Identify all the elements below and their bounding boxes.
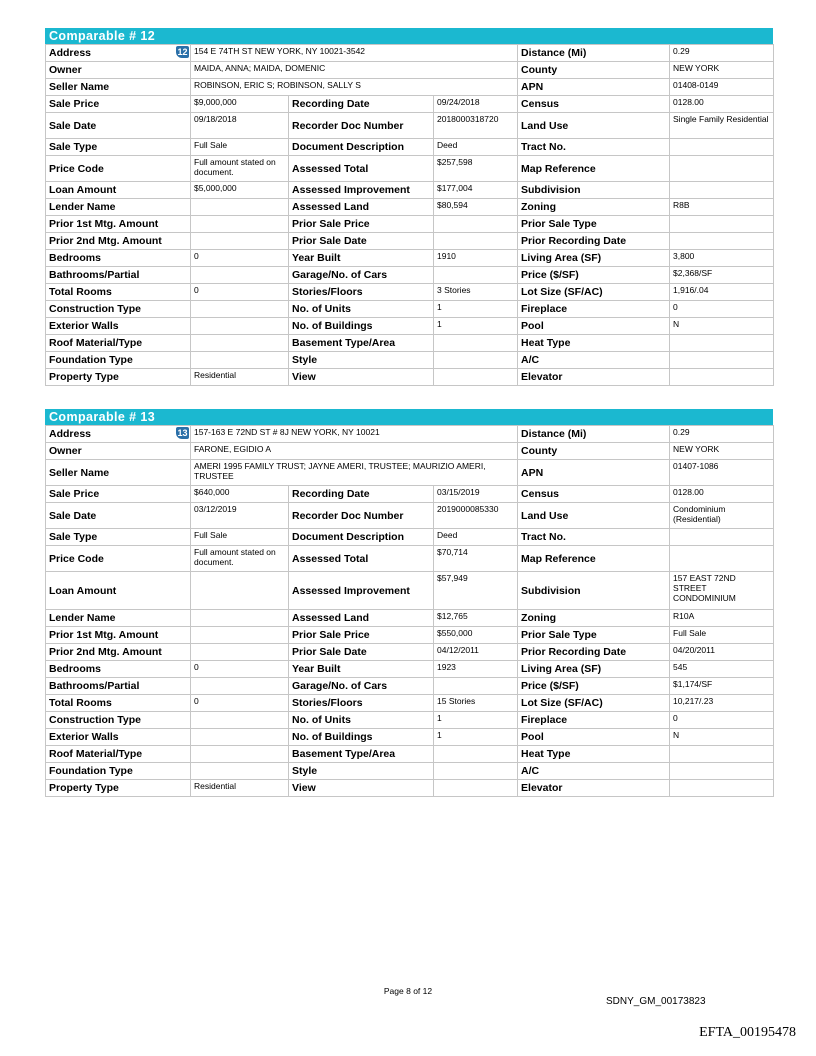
table-row <box>46 546 774 572</box>
field-value: AMERI 1995 FAMILY TRUST; JAYNE AMERI, TRUSTEE; MAURIZIO AMERI, TRUSTEE <box>191 460 518 486</box>
field-value <box>434 352 518 369</box>
field-label-assessed-improvement: Assessed Improvement <box>289 572 434 610</box>
field-value: 03/15/2019 <box>434 486 518 503</box>
field-label-assessed-land: Assessed Land <box>289 610 434 627</box>
field-value: Deed <box>434 529 518 546</box>
field-value <box>434 369 518 386</box>
table-row <box>46 678 774 695</box>
field-label-price-sf: Price ($/SF) <box>518 678 670 695</box>
field-value: R10A <box>670 610 774 627</box>
field-label-census: Census <box>518 486 670 503</box>
field-value: 0128.00 <box>670 486 774 503</box>
field-value: 0 <box>191 250 289 267</box>
field-label-no-of-units: No. of Units <box>289 712 434 729</box>
field-value: 04/12/2011 <box>434 644 518 661</box>
field-label-prior-1st-mtg-amount: Prior 1st Mtg. Amount <box>46 216 191 233</box>
field-value <box>434 780 518 797</box>
field-label-foundation-type: Foundation Type <box>46 352 191 369</box>
field-label-garage-no-of-cars: Garage/No. of Cars <box>289 267 434 284</box>
table-row <box>46 301 774 318</box>
field-value <box>670 529 774 546</box>
table-row <box>46 352 774 369</box>
field-value: 01407-1086 <box>670 460 774 486</box>
field-value: Residential <box>191 369 289 386</box>
field-value: 0 <box>670 712 774 729</box>
table-row <box>46 695 774 712</box>
field-label-prior-recording-date: Prior Recording Date <box>518 233 670 250</box>
field-label-a-c: A/C <box>518 763 670 780</box>
field-label-zoning: Zoning <box>518 610 670 627</box>
field-value <box>191 267 289 284</box>
field-value: 154 E 74TH ST NEW YORK, NY 10021-3542 <box>191 45 518 62</box>
field-value <box>434 267 518 284</box>
field-value <box>434 678 518 695</box>
field-value <box>191 610 289 627</box>
field-label-sale-date: Sale Date <box>46 503 191 529</box>
field-value <box>670 139 774 156</box>
table-row <box>46 45 774 62</box>
field-label-no-of-units: No. of Units <box>289 301 434 318</box>
table-row <box>46 335 774 352</box>
field-value <box>191 216 289 233</box>
field-label-stories-floors: Stories/Floors <box>289 695 434 712</box>
field-value <box>191 572 289 610</box>
field-value: $257,598 <box>434 156 518 182</box>
table-row <box>46 426 774 443</box>
field-label-sale-type: Sale Type <box>46 139 191 156</box>
table-row <box>46 610 774 627</box>
table-row <box>46 627 774 644</box>
table-row <box>46 780 774 797</box>
field-value: 1 <box>434 729 518 746</box>
field-label-view: View <box>289 780 434 797</box>
field-label-apn: APN <box>518 460 670 486</box>
field-value: $2,368/SF <box>670 267 774 284</box>
field-value <box>670 335 774 352</box>
field-label-address <box>46 45 191 62</box>
field-label-heat-type: Heat Type <box>518 335 670 352</box>
field-value <box>191 199 289 216</box>
field-label-construction-type: Construction Type <box>46 301 191 318</box>
field-value: 10,217/.23 <box>670 695 774 712</box>
field-value: 0 <box>191 695 289 712</box>
field-value: 09/18/2018 <box>191 113 289 139</box>
field-value: $80,594 <box>434 199 518 216</box>
field-label-recorder-doc-number: Recorder Doc Number <box>289 113 434 139</box>
field-label-subdivision: Subdivision <box>518 182 670 199</box>
table-row <box>46 572 774 610</box>
field-label-pool: Pool <box>518 318 670 335</box>
field-label-address <box>46 426 191 443</box>
field-value: Full Sale <box>191 529 289 546</box>
field-label-prior-1st-mtg-amount: Prior 1st Mtg. Amount <box>46 627 191 644</box>
field-label-price-sf: Price ($/SF) <box>518 267 670 284</box>
field-label-garage-no-of-cars: Garage/No. of Cars <box>289 678 434 695</box>
field-label-subdivision: Subdivision <box>518 572 670 610</box>
field-label-loan-amount: Loan Amount <box>46 182 191 199</box>
field-value <box>670 546 774 572</box>
field-label-assessed-improvement: Assessed Improvement <box>289 182 434 199</box>
field-label-seller-name: Seller Name <box>46 79 191 96</box>
field-label-living-area-sf: Living Area (SF) <box>518 661 670 678</box>
field-value <box>191 644 289 661</box>
field-label-seller-name: Seller Name <box>46 460 191 486</box>
field-value: N <box>670 318 774 335</box>
field-value: 0.29 <box>670 426 774 443</box>
field-label-tract-no: Tract No. <box>518 139 670 156</box>
field-value <box>191 729 289 746</box>
field-value <box>434 763 518 780</box>
efta-stamp: EFTA_00195478 <box>699 1025 796 1040</box>
field-value: 545 <box>670 661 774 678</box>
field-value <box>670 233 774 250</box>
field-value: NEW YORK <box>670 443 774 460</box>
field-label-price-code: Price Code <box>46 156 191 182</box>
table-row <box>46 233 774 250</box>
field-value <box>434 746 518 763</box>
map-pin-icon: 13 <box>177 428 188 438</box>
field-value: 0 <box>191 661 289 678</box>
field-value: $550,000 <box>434 627 518 644</box>
field-label-total-rooms: Total Rooms <box>46 695 191 712</box>
field-label-style: Style <box>289 352 434 369</box>
field-value: $70,714 <box>434 546 518 572</box>
field-label-elevator: Elevator <box>518 369 670 386</box>
field-label-exterior-walls: Exterior Walls <box>46 729 191 746</box>
field-value <box>191 746 289 763</box>
field-label-stories-floors: Stories/Floors <box>289 284 434 301</box>
field-value: Residential <box>191 780 289 797</box>
field-value: 1 <box>434 301 518 318</box>
field-value <box>191 352 289 369</box>
field-value: ROBINSON, ERIC S; ROBINSON, SALLY S <box>191 79 518 96</box>
field-label-property-type: Property Type <box>46 369 191 386</box>
field-value: 3,800 <box>670 250 774 267</box>
page-number: Page 8 of 12 <box>383 986 433 996</box>
field-value: 1923 <box>434 661 518 678</box>
field-label-sale-date: Sale Date <box>46 113 191 139</box>
field-value: 0.29 <box>670 45 774 62</box>
field-label-zoning: Zoning <box>518 199 670 216</box>
field-value: 2018000318720 <box>434 113 518 139</box>
field-value: Condominium (Residential) <box>670 503 774 529</box>
field-label-lot-size-sf-ac: Lot Size (SF/AC) <box>518 695 670 712</box>
field-value: $640,000 <box>191 486 289 503</box>
field-value: $9,000,000 <box>191 96 289 113</box>
field-value: 1 <box>434 318 518 335</box>
field-label-prior-sale-type: Prior Sale Type <box>518 216 670 233</box>
field-label-basement-type-area: Basement Type/Area <box>289 335 434 352</box>
field-value: MAIDA, ANNA; MAIDA, DOMENIC <box>191 62 518 79</box>
field-label-prior-sale-price: Prior Sale Price <box>289 216 434 233</box>
table-row <box>46 250 774 267</box>
field-label-bathrooms-partial: Bathrooms/Partial <box>46 267 191 284</box>
field-label-assessed-total: Assessed Total <box>289 156 434 182</box>
field-label-prior-sale-type: Prior Sale Type <box>518 627 670 644</box>
table-row <box>46 96 774 113</box>
field-label-prior-2nd-mtg-amount: Prior 2nd Mtg. Amount <box>46 644 191 661</box>
field-label-lender-name: Lender Name <box>46 610 191 627</box>
field-label-year-built: Year Built <box>289 661 434 678</box>
field-label-assessed-total: Assessed Total <box>289 546 434 572</box>
field-value: $5,000,000 <box>191 182 289 199</box>
field-label-recording-date: Recording Date <box>289 486 434 503</box>
field-value <box>670 182 774 199</box>
field-label-fireplace: Fireplace <box>518 712 670 729</box>
comparable-header: Comparable # 12 <box>45 28 773 44</box>
field-label-property-type: Property Type <box>46 780 191 797</box>
table-row <box>46 216 774 233</box>
table-row <box>46 113 774 139</box>
field-label-sale-type: Sale Type <box>46 529 191 546</box>
field-label-elevator: Elevator <box>518 780 670 797</box>
field-value <box>670 763 774 780</box>
field-label-apn: APN <box>518 79 670 96</box>
field-value: 157 EAST 72ND STREET CONDOMINIUM <box>670 572 774 610</box>
field-label-land-use: Land Use <box>518 503 670 529</box>
field-label-loan-amount: Loan Amount <box>46 572 191 610</box>
field-value: $177,004 <box>434 182 518 199</box>
field-label-bedrooms: Bedrooms <box>46 661 191 678</box>
field-label-lot-size-sf-ac: Lot Size (SF/AC) <box>518 284 670 301</box>
field-label-county: County <box>518 443 670 460</box>
field-label-living-area-sf: Living Area (SF) <box>518 250 670 267</box>
table-row <box>46 318 774 335</box>
map-pin-icon: 12 <box>177 47 188 57</box>
property-details-table <box>45 425 774 797</box>
field-label-address: Address <box>49 428 92 440</box>
field-value <box>191 763 289 780</box>
table-row <box>46 369 774 386</box>
table-row <box>46 156 774 182</box>
field-value: 15 Stories <box>434 695 518 712</box>
field-label-map-reference: Map Reference <box>518 156 670 182</box>
field-value: 09/24/2018 <box>434 96 518 113</box>
table-row <box>46 661 774 678</box>
field-label-prior-sale-date: Prior Sale Date <box>289 233 434 250</box>
field-label-no-of-buildings: No. of Buildings <box>289 318 434 335</box>
table-row <box>46 62 774 79</box>
field-value <box>670 746 774 763</box>
field-label-owner: Owner <box>46 443 191 460</box>
field-value: 01408-0149 <box>670 79 774 96</box>
field-value <box>191 233 289 250</box>
field-label-prior-sale-date: Prior Sale Date <box>289 644 434 661</box>
field-label-county: County <box>518 62 670 79</box>
field-label-assessed-land: Assessed Land <box>289 199 434 216</box>
field-value: Single Family Residential <box>670 113 774 139</box>
field-label-style: Style <box>289 763 434 780</box>
field-label-heat-type: Heat Type <box>518 746 670 763</box>
field-label-prior-sale-price: Prior Sale Price <box>289 627 434 644</box>
field-value: $1,174/SF <box>670 678 774 695</box>
field-label-foundation-type: Foundation Type <box>46 763 191 780</box>
table-row <box>46 79 774 96</box>
field-label-year-built: Year Built <box>289 250 434 267</box>
field-label-exterior-walls: Exterior Walls <box>46 318 191 335</box>
field-label-census: Census <box>518 96 670 113</box>
table-row <box>46 712 774 729</box>
field-label-fireplace: Fireplace <box>518 301 670 318</box>
field-label-tract-no: Tract No. <box>518 529 670 546</box>
field-label-owner: Owner <box>46 62 191 79</box>
table-row <box>46 729 774 746</box>
field-label-roof-material-type: Roof Material/Type <box>46 746 191 763</box>
table-row <box>46 199 774 216</box>
field-label-document-description: Document Description <box>289 139 434 156</box>
field-value: 0 <box>670 301 774 318</box>
field-label-prior-recording-date: Prior Recording Date <box>518 644 670 661</box>
field-value: Full amount stated on document. <box>191 156 289 182</box>
field-value <box>670 352 774 369</box>
field-label-land-use: Land Use <box>518 113 670 139</box>
field-value <box>434 233 518 250</box>
field-value: 1 <box>434 712 518 729</box>
field-label-recording-date: Recording Date <box>289 96 434 113</box>
comparable-header: Comparable # 13 <box>45 409 773 425</box>
field-value: $57,949 <box>434 572 518 610</box>
field-value <box>434 216 518 233</box>
field-value: R8B <box>670 199 774 216</box>
field-label-sale-price: Sale Price <box>46 486 191 503</box>
field-label-bedrooms: Bedrooms <box>46 250 191 267</box>
field-value: 1,916/.04 <box>670 284 774 301</box>
field-value <box>670 156 774 182</box>
field-label-view: View <box>289 369 434 386</box>
table-row <box>46 267 774 284</box>
field-label-lender-name: Lender Name <box>46 199 191 216</box>
field-label-document-description: Document Description <box>289 529 434 546</box>
field-label-address: Address <box>49 47 92 59</box>
field-label-prior-2nd-mtg-amount: Prior 2nd Mtg. Amount <box>46 233 191 250</box>
field-label-total-rooms: Total Rooms <box>46 284 191 301</box>
document-id: SDNY_GM_00173823 <box>606 996 706 1007</box>
field-value: Full Sale <box>670 627 774 644</box>
field-value: $12,765 <box>434 610 518 627</box>
field-value <box>191 712 289 729</box>
field-value: NEW YORK <box>670 62 774 79</box>
table-row <box>46 644 774 661</box>
field-value: Full Sale <box>191 139 289 156</box>
field-value: 3 Stories <box>434 284 518 301</box>
table-row <box>46 182 774 199</box>
field-label-recorder-doc-number: Recorder Doc Number <box>289 503 434 529</box>
field-value: 1910 <box>434 250 518 267</box>
field-value: N <box>670 729 774 746</box>
field-value: 0 <box>191 284 289 301</box>
table-row <box>46 460 774 486</box>
field-value: 03/12/2019 <box>191 503 289 529</box>
field-value <box>670 780 774 797</box>
table-row <box>46 763 774 780</box>
table-row <box>46 139 774 156</box>
field-value: 2019000085330 <box>434 503 518 529</box>
field-value <box>191 301 289 318</box>
table-row <box>46 486 774 503</box>
field-value: FARONE, EGIDIO A <box>191 443 518 460</box>
field-value <box>191 318 289 335</box>
field-label-a-c: A/C <box>518 352 670 369</box>
field-label-distance-mi: Distance (Mi) <box>518 45 670 62</box>
comparable-13-section <box>45 409 773 797</box>
field-label-bathrooms-partial: Bathrooms/Partial <box>46 678 191 695</box>
comparable-12-section <box>45 28 773 386</box>
field-value: 157-163 E 72ND ST # 8J NEW YORK, NY 10021 <box>191 426 518 443</box>
field-label-distance-mi: Distance (Mi) <box>518 426 670 443</box>
table-row <box>46 503 774 529</box>
field-value <box>670 369 774 386</box>
field-value <box>191 678 289 695</box>
table-row <box>46 443 774 460</box>
field-value <box>434 335 518 352</box>
field-value <box>670 216 774 233</box>
field-label-basement-type-area: Basement Type/Area <box>289 746 434 763</box>
field-value <box>191 627 289 644</box>
field-value: Full amount stated on document. <box>191 546 289 572</box>
field-value: Deed <box>434 139 518 156</box>
field-label-construction-type: Construction Type <box>46 712 191 729</box>
table-row <box>46 284 774 301</box>
field-value <box>191 335 289 352</box>
field-label-pool: Pool <box>518 729 670 746</box>
field-label-roof-material-type: Roof Material/Type <box>46 335 191 352</box>
field-value: 0128.00 <box>670 96 774 113</box>
table-row <box>46 529 774 546</box>
field-value: 04/20/2011 <box>670 644 774 661</box>
field-label-map-reference: Map Reference <box>518 546 670 572</box>
field-label-no-of-buildings: No. of Buildings <box>289 729 434 746</box>
field-label-sale-price: Sale Price <box>46 96 191 113</box>
property-details-table <box>45 44 774 386</box>
field-label-price-code: Price Code <box>46 546 191 572</box>
table-row <box>46 746 774 763</box>
